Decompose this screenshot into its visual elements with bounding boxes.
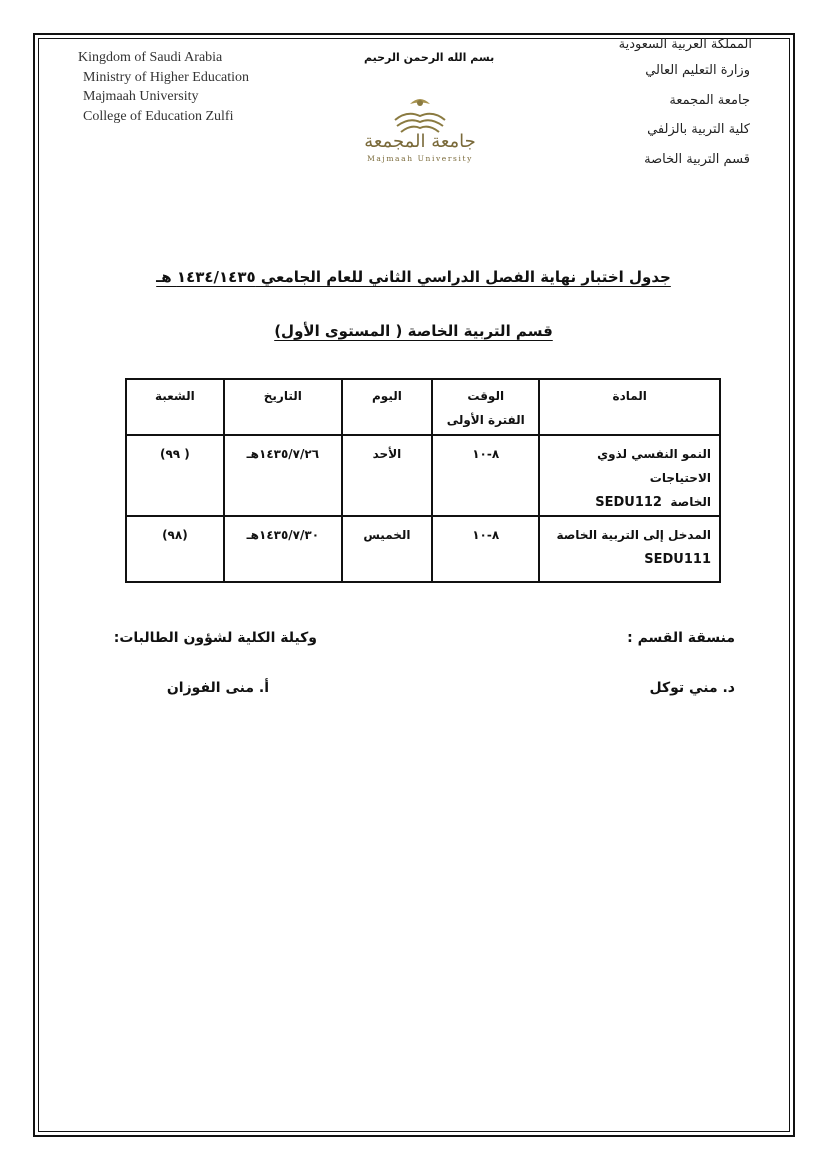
table-row [126,516,720,582]
english-line-ministry: Ministry of Higher Education [83,69,250,85]
header-time-label: الوقت [467,389,505,403]
cell-time: ٨-١٠ [432,516,539,582]
subject-line-2-text: الخاصة [670,495,711,509]
cell-date: ١٤٣٥/٧/٢٦هـ [224,435,342,516]
basmala: بسم الله الرحمن الرحيم [364,51,495,64]
table-row [126,435,720,516]
cell-subject [539,516,720,582]
subject-line: النمو النفسي لذوي الاحتياجات [597,447,711,485]
arabic-line-university: جامعة المجمعة [669,92,750,108]
title-line-2: قسم التربية الخاصة ( المستوى الأول) [274,322,553,340]
page-border-inner [38,38,790,1132]
header-subject: المادة [539,379,720,435]
subject-line-2 [546,547,713,572]
logo-english-name: Majmaah University [367,154,473,163]
document-title [0,268,827,286]
header-day: اليوم [342,379,432,435]
table-header-row [126,379,720,435]
vice-dean-name: أ. منى الفوزان [166,680,269,696]
logo-arabic-name: جامعة المجمعة [364,131,476,152]
document-subtitle [0,322,827,340]
arabic-line-kingdom: المملكة العربية السعودية [618,37,752,52]
subject-line-2 [546,490,713,515]
subject-line: المدخل إلى التربية الخاصة [556,528,711,542]
header-section: الشعبة [126,379,224,435]
title-line-1: جدول اختبار نهاية الفصل الدراسي الثاني للعام الجامعي ١٤٣٤/١٤٣٥ هـ [156,268,671,286]
header-time [432,379,539,435]
arabic-line-department: قسم التربية الخاصة [644,151,750,167]
header-date: التاريخ [224,379,342,435]
cell-day: الخميس [342,516,432,582]
cell-time: ٨-١٠ [432,435,539,516]
english-letterhead [78,48,249,126]
exam-schedule-table [125,378,721,583]
english-line-college: College of Education Zulfi [83,108,234,124]
cell-day: الأحد [342,435,432,516]
cell-subject [539,435,720,516]
vice-dean-label: وكيلة الكلية لشؤون الطالبات: [113,630,317,646]
coordinator-label: منسقة القسم : [627,630,735,646]
arabic-letterhead [532,36,752,178]
english-line-university: Majmaah University [83,89,199,104]
english-line-kingdom: Kingdom of Saudi Arabia [78,50,223,65]
cell-section: ( ٩٩) [126,435,224,516]
header-time-period: الفترة الأولى [446,413,525,427]
course-code: SEDU112 [595,495,662,510]
arabic-line-ministry: وزارة التعليم العالي [645,63,750,78]
cell-section: (٩٨) [126,516,224,582]
course-code: SEDU111 [644,552,711,567]
arabic-line-college: كلية التربية بالزلفي [647,122,750,137]
coordinator-name: د. مني توكل [649,680,735,696]
cell-date: ١٤٣٥/٧/٣٠هـ [224,516,342,582]
